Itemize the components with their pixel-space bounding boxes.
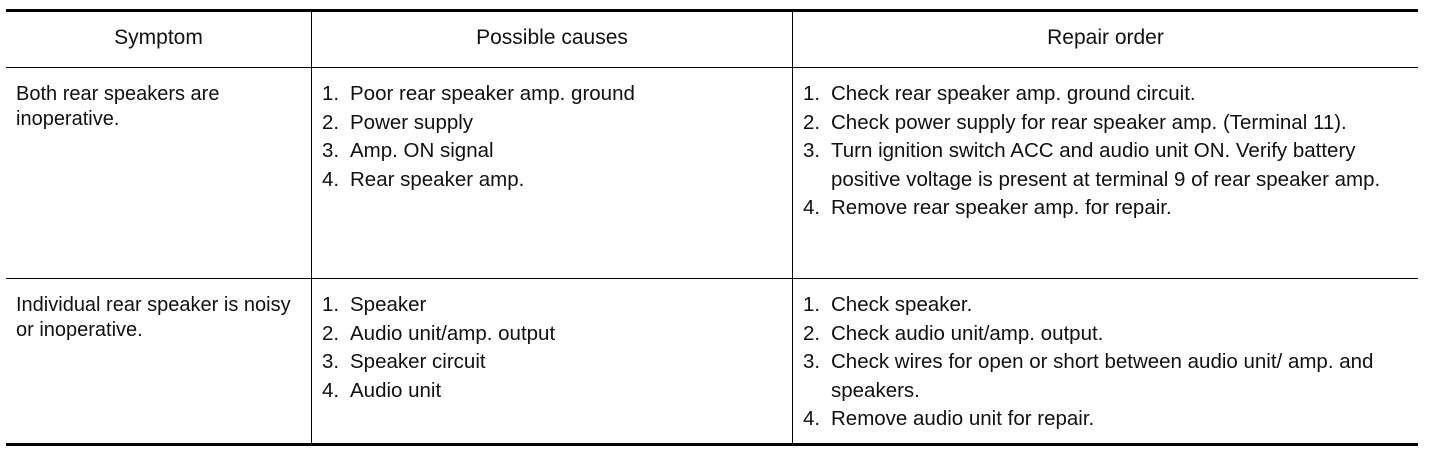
item-number: 3. — [322, 139, 340, 162]
item-number: 3. — [803, 350, 821, 373]
item-text: Turn ignition switch ACC and audio unit ON. Verify battery positive voltage is present at terminal 9 of rear speaker amp. — [831, 139, 1381, 191]
item-text: Speaker circuit — [350, 350, 486, 373]
repair-list — [793, 68, 1418, 223]
list-item — [322, 166, 786, 195]
item-number: 2. — [803, 110, 821, 134]
list-item — [803, 348, 1412, 405]
list-item — [322, 377, 786, 406]
item-text: Check rear speaker amp. ground circuit. — [831, 82, 1196, 105]
causes-list — [312, 279, 792, 405]
list-item — [803, 320, 1412, 349]
item-number: 3. — [803, 139, 821, 162]
header-possible-causes: Possible causes — [312, 12, 793, 67]
repair-cell — [793, 279, 1418, 443]
item-number: 3. — [322, 350, 340, 373]
item-text: Audio unit — [350, 378, 442, 402]
diagnosis-table — [6, 9, 1418, 446]
item-number: 1. — [322, 82, 340, 105]
table-row — [6, 279, 1418, 443]
list-item — [803, 291, 1412, 320]
header-repair-order: Repair order — [1047, 25, 1164, 49]
item-number: 1. — [322, 293, 340, 316]
repair-cell — [793, 68, 1418, 278]
header-symptom: Symptom — [6, 12, 312, 67]
causes-cell — [312, 68, 793, 278]
list-item — [322, 109, 786, 138]
list-item — [803, 80, 1412, 109]
list-item — [803, 194, 1412, 223]
symptom-cell: Individual rear speaker is noisy or inoperative. — [6, 279, 312, 443]
item-text: Check wires for open or short between audio unit/ amp. and speakers. — [831, 350, 1374, 402]
list-item — [322, 320, 786, 349]
item-text: Check speaker. — [831, 293, 973, 316]
table-header-row — [6, 12, 1418, 68]
item-number: 1. — [803, 82, 821, 105]
item-number: 2. — [322, 321, 340, 345]
item-number: 2. — [803, 321, 821, 345]
item-text: Power supply — [350, 110, 474, 134]
item-number: 4. — [803, 407, 821, 430]
item-number: 1. — [803, 293, 821, 316]
list-item — [322, 137, 786, 166]
item-text: Speaker — [350, 293, 427, 316]
item-text: Rear speaker amp. — [350, 167, 525, 191]
item-text: Remove audio unit for repair. — [831, 407, 1095, 430]
item-text: Remove rear speaker amp. for repair. — [831, 196, 1172, 219]
table-row — [6, 68, 1418, 279]
item-text: Amp. ON signal — [350, 139, 494, 162]
list-item — [322, 348, 786, 377]
list-item — [322, 291, 786, 320]
causes-list — [312, 68, 792, 194]
item-text: Poor rear speaker amp. ground — [350, 82, 635, 105]
item-number: 4. — [803, 196, 821, 219]
item-text: Check audio unit/amp. output. — [831, 321, 1104, 345]
item-text: Audio unit/amp. output — [350, 321, 556, 345]
list-item — [322, 80, 786, 109]
item-number: 2. — [322, 110, 340, 134]
item-text: Check power supply for rear speaker amp. (Terminal 11). — [831, 110, 1347, 134]
item-number: 4. — [322, 378, 340, 402]
list-item — [803, 137, 1412, 194]
causes-cell — [312, 279, 793, 443]
list-item — [803, 109, 1412, 138]
repair-list — [793, 279, 1418, 434]
symptom-cell: Both rear speakers are inoperative. — [6, 68, 312, 278]
list-item — [803, 405, 1412, 434]
item-number: 4. — [322, 167, 340, 191]
